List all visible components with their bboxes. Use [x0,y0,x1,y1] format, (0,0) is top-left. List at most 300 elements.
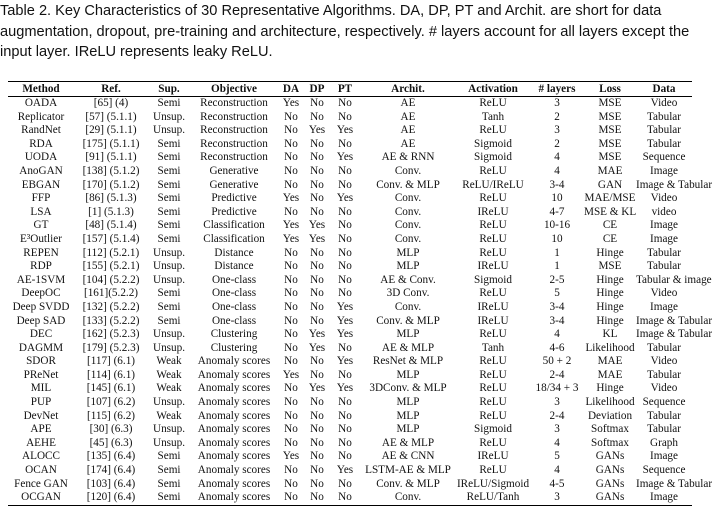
cell-activation: ReLU [479,382,507,395]
cell-dp: No [310,287,324,300]
cell-method: MIL [30,382,52,395]
cell-pt: No [338,137,352,150]
cell-method: OCGAN [8,491,74,505]
cell-loss: MSE [598,260,622,273]
cell-objective: Clustering [210,341,258,354]
cell-layers: 4 [554,151,560,164]
cell-layers: 3 [554,97,560,109]
cell-da: No [284,260,298,273]
cell-objective: Anomaly scores [197,355,271,368]
cell-sup: Weak [156,382,182,395]
cell-dp: No [310,164,324,177]
cell-da: No [284,124,298,137]
cell-archit: MLP [396,368,420,381]
cell-method: LSA [30,205,52,218]
cell-ref: [117] (6.1) [86,355,136,368]
cell-objective: Reconstruction [200,137,268,150]
cell-sup: Semi [157,164,181,177]
cell-loss: CE [602,232,618,245]
cell-layers: 4 [554,464,560,477]
cell-pt: No [330,491,360,505]
table-row [8,491,692,505]
cell-pt: Yes [336,124,354,137]
table-row [8,450,692,464]
cell-dp: Yes [308,124,326,137]
cell-layers: 5 [554,450,560,463]
cell-objective: Reconstruction [200,124,268,137]
cell-method: RandNet [21,124,61,137]
cell-method: AEHE [26,436,56,449]
cell-ref: [1] (5.1.3) [88,205,134,218]
cell-ref: [103] (6.4) [86,477,136,490]
cell-activation: IReLU [477,260,509,273]
cell-pt: No [338,260,352,273]
cell-objective: Clustering [210,328,258,341]
cell-archit: Conv. [394,205,422,218]
cell-ref: [112] (5.2.1) [82,246,140,259]
cell-loss: GANs [595,450,625,463]
cell-data: video [651,205,677,218]
cell-archit: MLP [396,260,420,273]
cell-archit: AE & CNN [381,450,435,463]
cell-archit: MLP [396,328,420,341]
cell-archit: 3D Conv. [386,287,430,300]
cell-da: Yes [282,192,300,205]
cell-objective: One-class [211,314,257,327]
cell-activation: ReLU [479,328,507,341]
cell-sup: Unsup. [152,436,185,449]
cell-da: No [284,287,298,300]
cell-loss: MSE & KL [584,205,637,218]
table-row [8,287,692,301]
cell-method: DeepOC [21,287,61,300]
cell-dp: No [310,151,324,164]
cell-da: No [284,341,298,354]
cell-dp: No [310,423,324,436]
cell-dp: No [310,110,324,123]
cell-activation: IReLU/Sigmoid [456,477,530,490]
cell-ref: [30] (6.3) [89,423,133,436]
cell-data: Image [636,491,692,505]
cell-loss: MSE [598,97,622,109]
cell-sup: Semi [157,477,181,490]
cell-archit: AE [400,110,416,123]
cell-archit: 3DConv. & MLP [369,382,447,395]
cell-pt: No [338,164,352,177]
cell-layers: 50 + 2 [542,355,572,368]
cell-layers: 2-5 [549,273,565,286]
cell-layers: 10 [551,192,563,205]
cell-data: Sequence [642,151,686,164]
cell-ref: [57] (5.1.1) [85,110,137,123]
cell-loss: Deviation [587,409,633,422]
cell-da: No [284,137,298,150]
cell-da: No [284,464,298,477]
cell-method: GT [33,219,49,232]
cell-loss: GANs [595,477,625,490]
cell-sup: Unsup. [152,328,185,341]
cell-ref: [114] (6.1) [86,368,136,381]
cell-loss: MAE [597,355,623,368]
cell-layers: 2-4 [549,368,565,381]
cell-data: Tabular [646,409,681,422]
cell-activation: ReLU [479,355,507,368]
cell-ref: [29] (5.1.1) [85,124,137,137]
cell-activation: ReLU [479,192,507,205]
cell-activation: Sigmoid [474,151,512,164]
cell-archit: Conv. [360,491,456,505]
cell-loss: Likelihood [585,396,635,409]
cell-layers: 4 [554,436,560,449]
cell-data: Video [650,192,678,205]
cell-da: No [278,491,304,505]
cell-dp: No [310,464,324,477]
cell-method: DAGMM [18,341,64,354]
cell-loss: GAN [597,178,623,191]
cell-sup: Weak [156,368,182,381]
cell-method: RDP [30,260,52,273]
table-row [8,138,692,152]
cell-dp: No [310,450,324,463]
table-body [8,97,712,506]
cell-da: Yes [282,232,300,245]
table-caption [0,1,703,63]
cell-objective: Anomaly scores [197,423,271,436]
table-row [8,124,692,138]
cell-loss: Hinge [596,246,624,259]
cell-da: No [284,178,298,191]
cell-dp: Yes [308,232,326,245]
cell-data: Tabular [646,137,681,150]
cell-objective: Anomaly scores [197,409,271,422]
cell-data: Image & Tabular [636,178,712,191]
cell-da: Yes [282,219,300,232]
cell-sup: Semi [157,300,181,313]
cell-activation: Sigmoid [474,423,512,436]
cell-pt: No [338,178,352,191]
cell-loss: KL [602,328,618,341]
cell-archit: Conv. [394,232,422,245]
cell-objective: Anomaly scores [197,464,271,477]
table-row [8,410,692,424]
cell-pt: Yes [336,151,354,164]
cell-objective: Anomaly scores [197,396,271,409]
cell-sup: Weak [156,355,182,368]
characteristics-table [8,81,712,506]
cell-loss: MAE [597,368,623,381]
cell-pt: No [338,273,352,286]
cell-dp: No [310,178,324,191]
table-row [8,111,692,125]
cell-ref: [45] (6.3) [89,436,133,449]
cell-da: No [284,382,298,395]
cell-data: Tabular [646,341,681,354]
cell-dp: No [304,491,330,505]
cell-pt: No [338,436,352,449]
cell-data: Tabular [646,124,681,137]
caption-line-2: augmentation, dropout, pre-training and architecture, respectively. # layers account for all layers except the [0,23,690,40]
cell-activation: ReLU [479,246,507,259]
cell-data: Image [650,232,678,245]
cell-data: Image [650,219,678,232]
cell-objective: One-class [211,287,257,300]
cell-activation: ReLU [479,464,507,477]
cell-layers: 10 [551,232,563,245]
cell-objective: Classification [203,219,265,232]
cell-sup: Unsup. [152,423,185,436]
cell-archit: ResNet & MLP [372,355,444,368]
cell-method: Replicator [17,110,65,123]
cell-loss: MSE [598,151,622,164]
cell-pt: No [338,232,352,245]
cell-layers: 2-4 [549,409,565,422]
cell-archit: MLP [396,423,420,436]
cell-loss: Softmax [591,436,629,449]
cell-method: DevNet [23,409,59,422]
cell-archit: Conv. [394,192,422,205]
header-archit: Archit. [360,82,456,97]
cell-sup: Semi [157,464,181,477]
cell-da: Yes [282,368,300,381]
cell-sup: Semi [157,219,181,232]
cell-archit: AE & RNN [381,151,435,164]
header-layers: # layers [530,82,584,97]
cell-ref: [162] (5.2.3) [82,328,140,341]
cell-archit: Conv. [394,219,422,232]
table-row [8,342,692,356]
cell-sup: Semi [157,314,181,327]
cell-loss: Hinge [596,273,624,286]
cell-pt: No [338,205,352,218]
cell-archit: AE & MLP [381,436,435,449]
cell-layers: 2 [554,137,560,150]
cell-layers: 3-4 [549,314,565,327]
cell-activation: ReLU [479,436,507,449]
cell-objective: Anomaly scores [197,382,271,395]
cell-dp: No [310,355,324,368]
cell-objective: Anomaly scores [197,450,271,463]
cell-objective: Generative [209,178,259,191]
table-row [8,192,692,206]
cell-layers: 4 [554,328,560,341]
cell-pt: No [338,409,352,422]
cell-pt: Yes [336,300,354,313]
cell-da: No [284,300,298,313]
cell-data: Tabular [646,260,681,273]
table-row [8,355,692,369]
cell-pt: Yes [336,192,354,205]
cell-data: Video [650,287,678,300]
cell-archit: AE & MLP [381,341,435,354]
cell-layers: 10-16 [543,219,571,232]
cell-archit: AE & Conv. [380,273,436,286]
cell-method: AE-1SVM [16,273,66,286]
cell-ref: [170] (5.1.2) [82,178,140,191]
cell-objective: Reconstruction [200,151,268,164]
cell-pt: No [338,368,352,381]
cell-sup: Semi [157,232,181,245]
cell-method: REPEN [23,246,59,259]
cell-objective: Anomaly scores [197,477,271,490]
cell-da: No [284,273,298,286]
cell-archit: AE [400,137,416,150]
cell-da: No [284,246,298,259]
cell-sup: Unsup. [152,246,185,259]
cell-ref: [48] (5.1.4) [85,219,137,232]
cell-dp: No [310,246,324,259]
cell-data: Video [650,355,678,368]
cell-method: AnoGAN [19,164,63,177]
cell-archit: Conv. & MLP [376,477,440,490]
cell-archit: MLP [396,396,420,409]
cell-pt: Yes [336,328,354,341]
cell-sup: Unsup. [152,396,185,409]
cell-dp: No [310,260,324,273]
cell-data: Tabular & image [636,273,712,286]
cell-archit: MLP [396,409,420,422]
header-method: Method [8,82,74,97]
cell-sup: Unsup. [152,341,185,354]
cell-sup: Semi [157,450,181,463]
cell-objective: Generative [209,164,259,177]
cell-pt: No [338,97,352,109]
cell-data: Video [650,97,678,109]
cell-dp: Yes [308,328,326,341]
cell-sup: Semi [157,97,181,109]
header-data: Data [636,82,692,97]
cell-method: E³Outlier [20,232,62,245]
cell-method: EBGAN [21,178,61,191]
header-da: DA [278,82,304,97]
cell-loss: MAE/MSE [584,192,636,205]
cell-ref: [174] (6.4) [86,464,136,477]
header-dp: DP [304,82,330,97]
cell-dp: Yes [308,341,326,354]
cell-da: No [284,205,298,218]
cell-activation: ReLU [479,164,507,177]
cell-sup: Unsup. [152,273,185,286]
cell-loss: CE [602,219,618,232]
table-row [8,315,692,329]
table-row [8,382,692,396]
cell-activation: IReLU [477,450,509,463]
table-row [8,206,692,220]
cell-ref: [132] (5.2.2) [82,300,140,313]
cell-sup: Semi [148,491,190,505]
cell-pt: No [338,110,352,123]
cell-archit: AE [400,124,416,137]
header-activation: Activation [456,82,530,97]
cell-archit: Conv. [394,300,422,313]
cell-ref: [138] (5.1.2) [82,164,140,177]
cell-layers: 3 [554,423,560,436]
table-row [8,151,692,165]
cell-ref: [115] (6.2) [86,409,136,422]
cell-objective: Distance [214,260,254,273]
cell-archit: Conv. & MLP [376,314,440,327]
cell-loss: Likelihood [585,341,635,354]
cell-archit: AE [400,97,416,109]
cell-activation: IReLU [477,300,509,313]
cell-ref: [145] (6.1) [86,382,136,395]
cell-data: Sequence [642,396,686,409]
cell-ref: [179] (5.2.3) [82,341,140,354]
table-row [8,165,692,179]
cell-pt: No [338,423,352,436]
cell-sup: Semi [157,287,181,300]
cell-objective: Anomaly scores [197,436,271,449]
cell-loss: GANs [595,464,625,477]
cell-method: Deep SAD [16,314,66,327]
cell-layers: 3 [530,491,584,505]
cell-ref: [65] (4) [93,97,129,109]
cell-dp: No [310,368,324,381]
cell-data: Tabular [646,423,681,436]
cell-ref: [155] (5.2.1) [82,260,140,273]
cell-objective: Anomaly scores [190,491,278,505]
cell-sup: Semi [157,137,181,150]
table-row [8,179,692,193]
cell-method: OCAN [25,464,57,477]
cell-data: Image [650,300,678,313]
cell-da: No [284,314,298,327]
cell-pt: No [338,246,352,259]
cell-pt: No [338,341,352,354]
cell-data: Image & Tabular [636,328,712,341]
cell-da: No [284,409,298,422]
cell-da: Yes [282,450,300,463]
table-row [8,274,692,288]
cell-dp: Yes [308,382,326,395]
cell-pt: Yes [336,464,354,477]
cell-activation: ReLU [479,409,507,422]
table-row [8,478,692,492]
cell-objective: Classification [203,232,265,245]
cell-layers: 4-7 [549,205,565,218]
cell-data: Sequence [642,464,686,477]
cell-da: No [284,151,298,164]
cell-layers: 1 [554,246,560,259]
cell-data: Tabular [646,110,681,123]
cell-method: Deep SVDD [12,300,70,313]
cell-pt: Yes [336,355,354,368]
table-row [8,219,692,233]
cell-method: FFP [31,192,51,205]
cell-ref: [120] (6.4) [74,491,148,505]
header-objective: Objective [190,82,278,97]
cell-activation: ReLU [479,97,507,109]
cell-sup: Weak [156,409,182,422]
cell-method: APE [30,423,52,436]
cell-activation: ReLU [479,124,507,137]
cell-da: No [284,110,298,123]
cell-ref: [91] (5.1.1) [85,151,137,164]
header-ref: Ref. [74,82,148,97]
cell-objective: Distance [214,246,254,259]
table-row [8,423,692,437]
cell-da: No [284,164,298,177]
cell-activation: ReLU/IReLU [462,178,524,191]
cell-method: PUP [30,396,52,409]
cell-archit: MLP [396,246,420,259]
cell-loss: Softmax [591,423,629,436]
cell-da: No [284,477,298,490]
cell-da: No [284,355,298,368]
cell-layers: 3-4 [549,300,565,313]
cell-ref: [135] (6.4) [86,450,136,463]
cell-activation: Sigmoid [474,137,512,150]
cell-pt: Yes [336,314,354,327]
